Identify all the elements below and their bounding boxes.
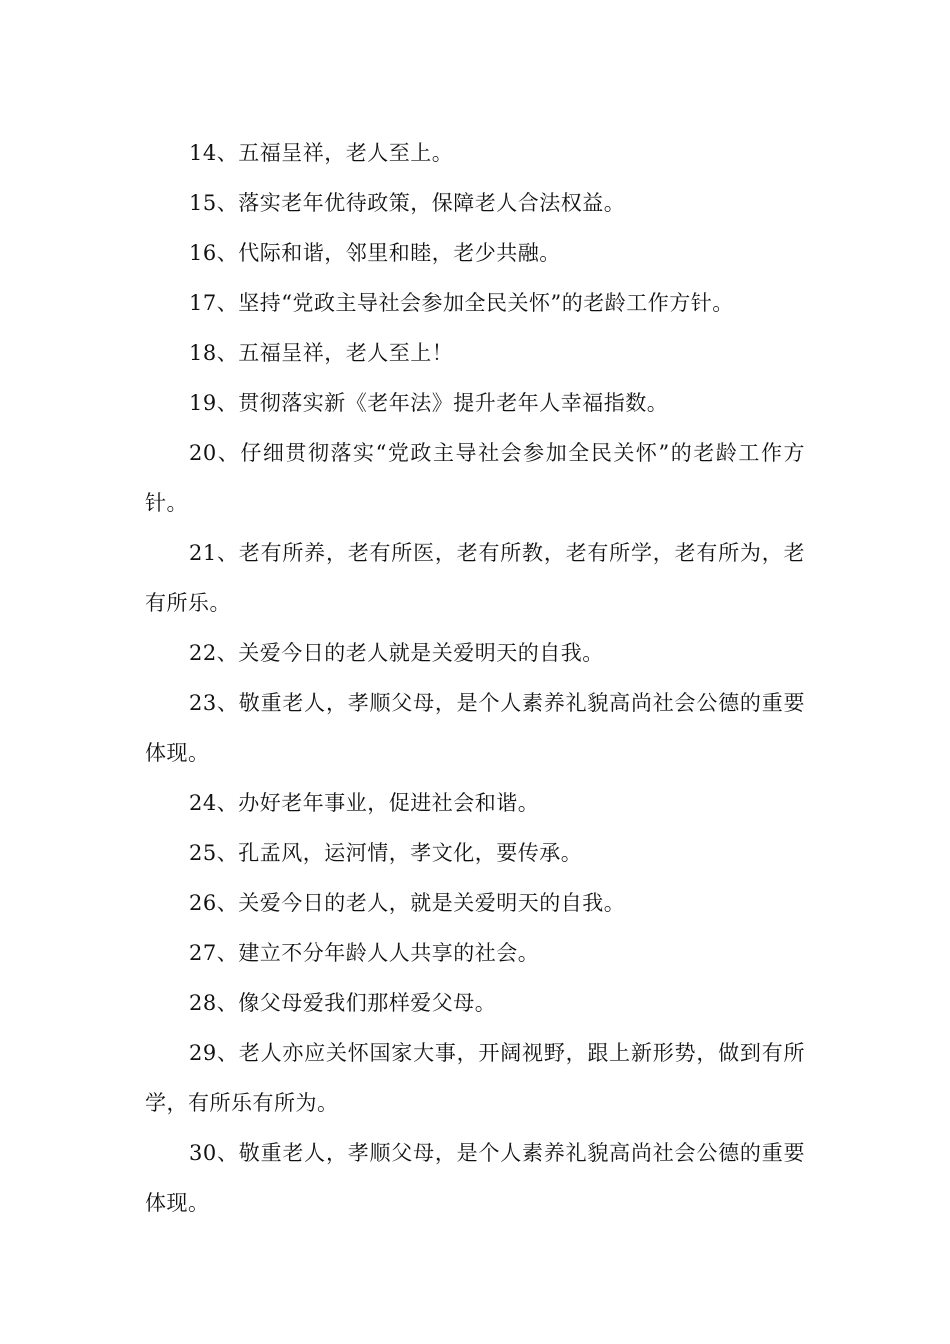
paragraph-16: 16、代际和谐，邻里和睦，老少共融。	[189, 241, 561, 265]
paragraph-14: 14、五福呈祥，老人至上。	[189, 141, 454, 165]
paragraph-26: 26、关爱今日的老人，就是关爱明天的自我。	[189, 891, 626, 915]
paragraph-24: 24、办好老年事业，促进社会和谐。	[189, 791, 540, 815]
paragraph-30: 30、敬重老人，孝顺父母，是个人素养礼貌高尚社会公德的重要体现。	[145, 1141, 805, 1215]
paragraph-28: 28、像父母爱我们那样爱父母。	[189, 991, 497, 1015]
paragraph-23: 23、敬重老人，孝顺父母，是个人素养礼貌高尚社会公德的重要体现。	[145, 691, 805, 765]
paragraph-17: 17、坚持“党政主导社会参加全民关怀”的老龄工作方针。	[189, 291, 734, 315]
paragraph-19: 19、贯彻落实新《老年法》提升老年人幸福指数。	[189, 391, 669, 415]
paragraph-21: 21、老有所养，老有所医，老有所教，老有所学，老有所为，老有所乐。	[145, 541, 805, 615]
paragraph-22: 22、关爱今日的老人就是关爱明天的自我。	[189, 641, 604, 665]
paragraph-18: 18、五福呈祥，老人至上！	[189, 341, 454, 365]
paragraph-27: 27、建立不分年龄人人共享的社会。	[189, 941, 540, 965]
paragraph-25: 25、孔孟风，运河情，孝文化，要传承。	[189, 841, 583, 865]
paragraph-20: 20、仔细贯彻落实“党政主导社会参加全民关怀”的老龄工作方针。	[145, 441, 805, 515]
paragraph-29: 29、老人亦应关怀国家大事，开阔视野，跟上新形势，做到有所学，有所乐有所为。	[145, 1041, 805, 1115]
document-body	[145, 128, 805, 1228]
paragraph-15: 15、落实老年优待政策，保障老人合法权益。	[189, 191, 626, 215]
